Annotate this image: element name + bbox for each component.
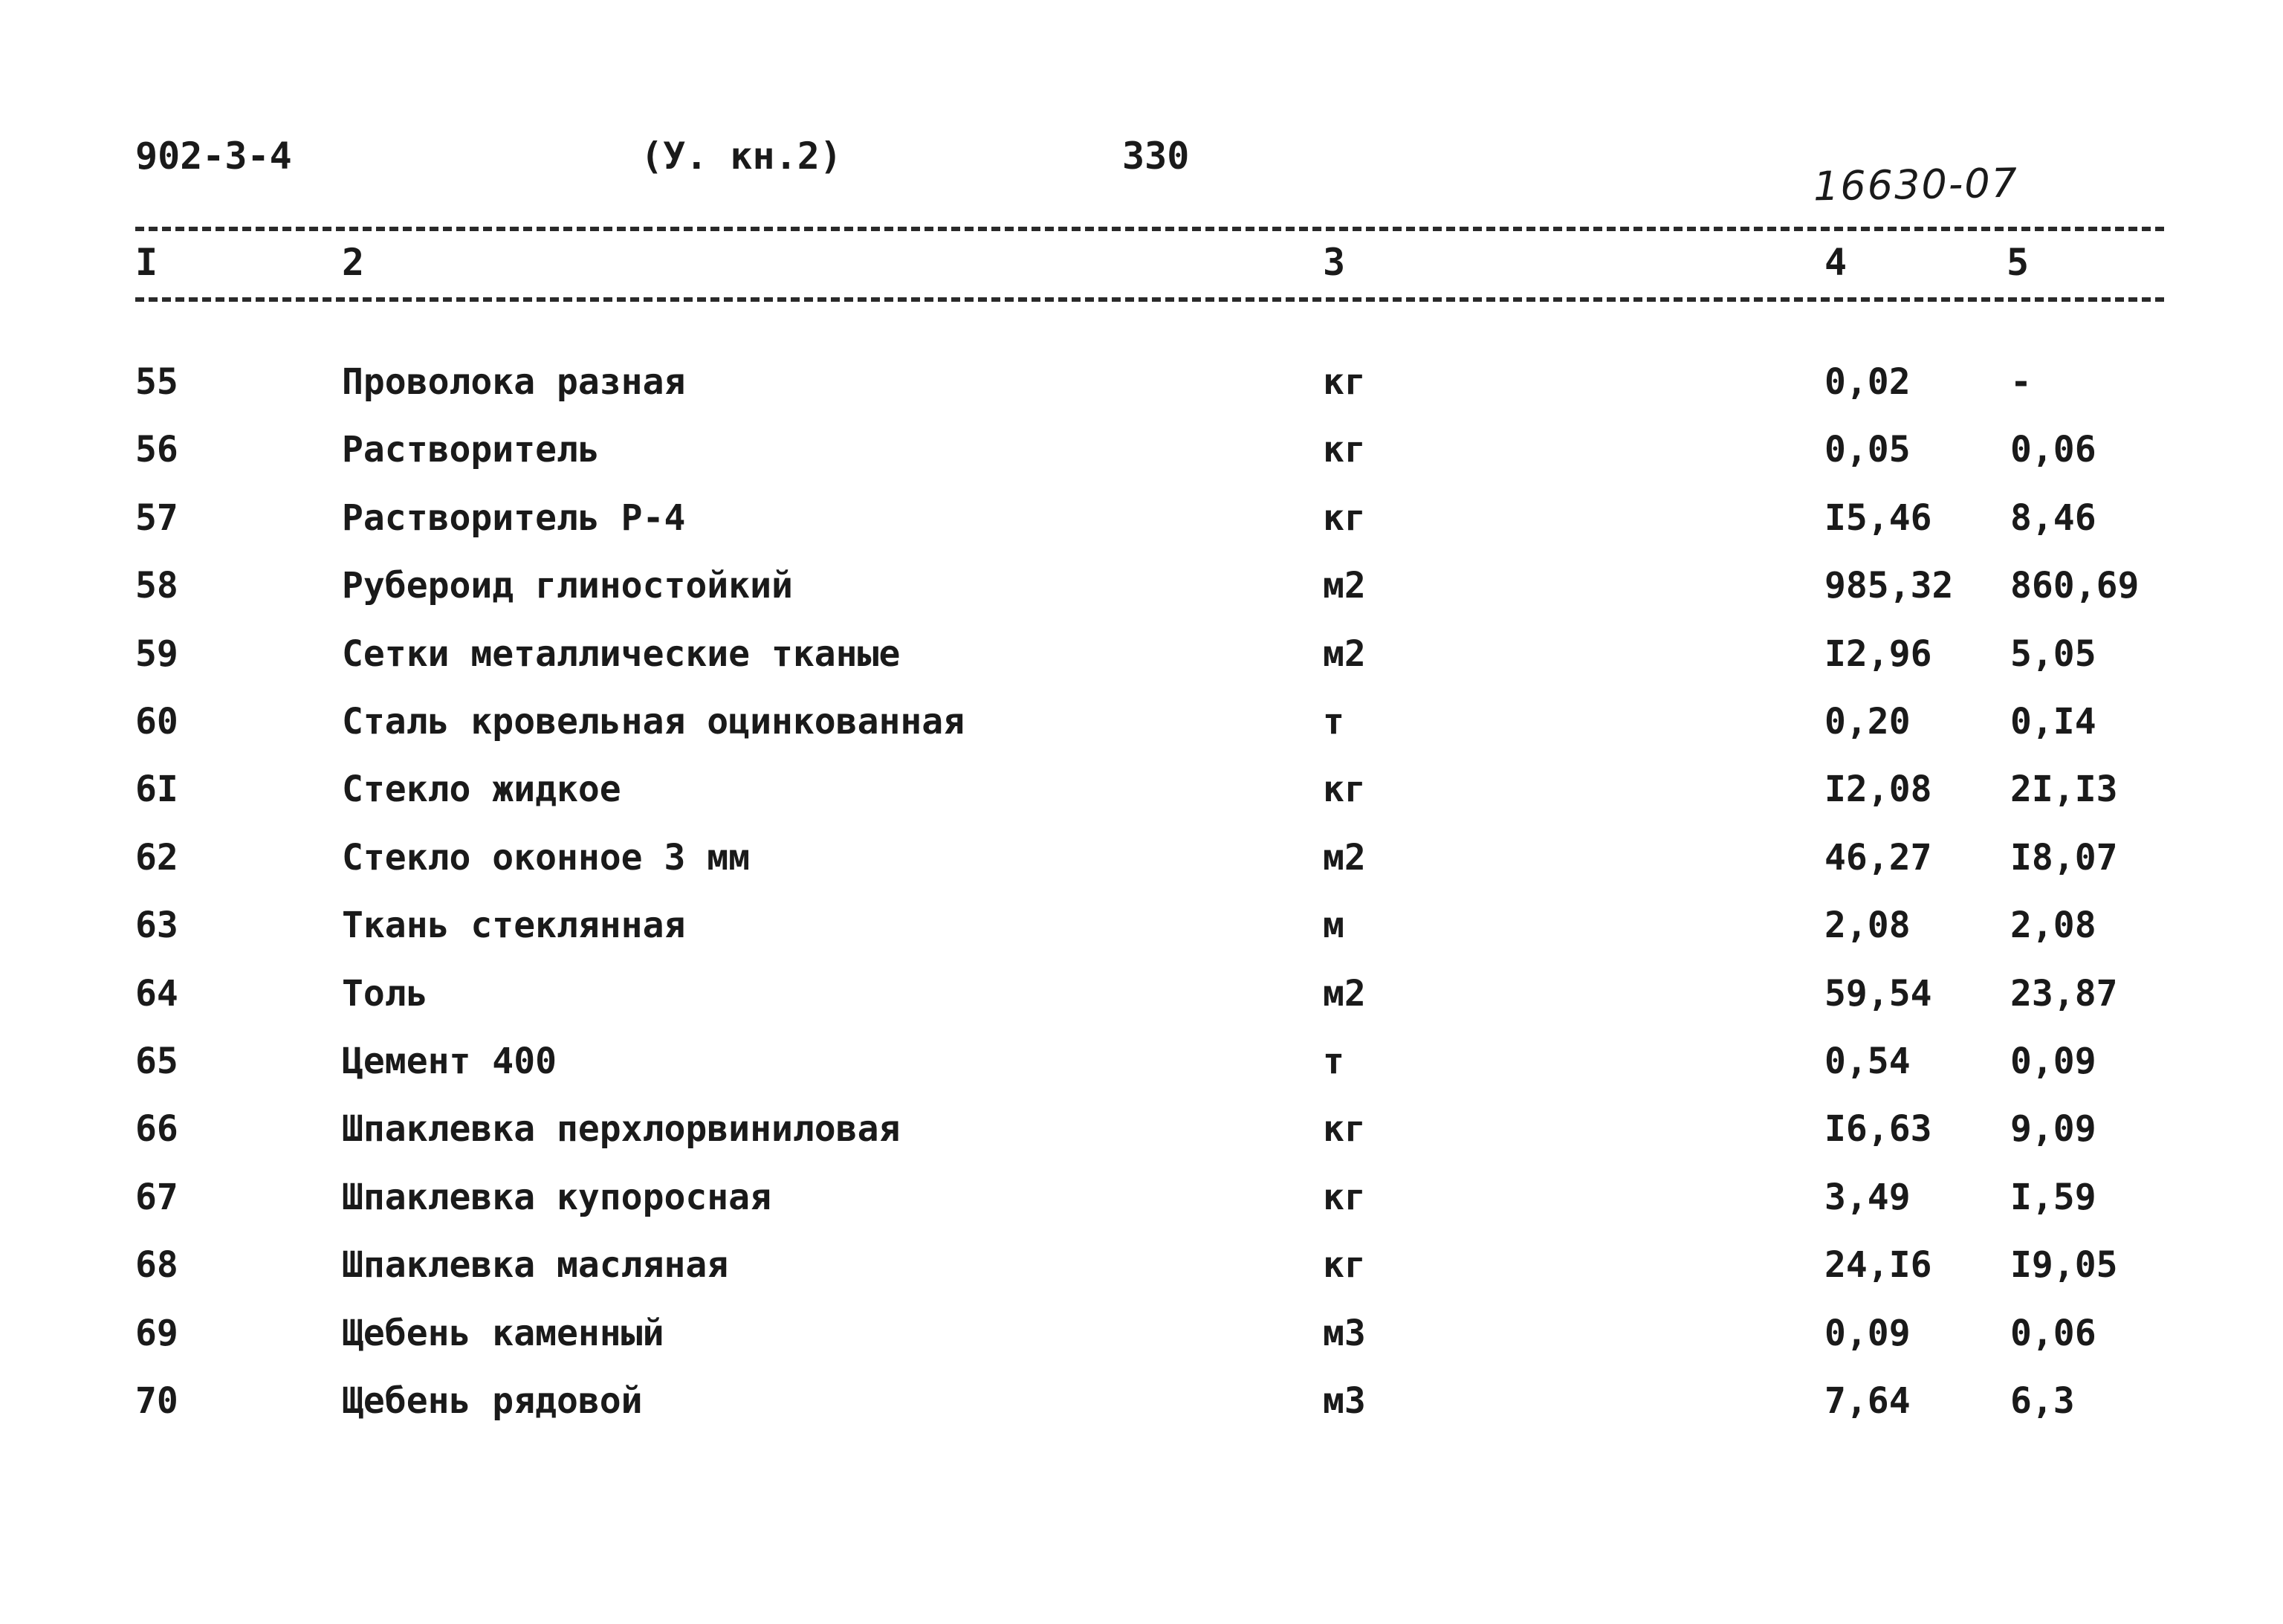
unit: кг — [1323, 429, 1366, 470]
unit: кг — [1323, 1177, 1366, 1218]
quantity-col5: 23,87 — [2010, 973, 2118, 1015]
table-row — [0, 771, 2283, 831]
header-rule-bottom — [135, 297, 2164, 302]
unit: м2 — [1323, 837, 1366, 879]
header-rule-top — [135, 227, 2164, 231]
material-name: Шпаклевка перхлорвиниловая — [342, 1108, 901, 1150]
table-row — [0, 1380, 2283, 1443]
volume-label: (У. кн.2) — [641, 135, 842, 178]
column-header-4: 4 — [1824, 241, 1848, 284]
unit: м2 — [1323, 633, 1366, 675]
quantity-col4: I6,63 — [1824, 1108, 1932, 1150]
unit: кг — [1323, 497, 1366, 539]
column-header-3: 3 — [1323, 241, 1346, 284]
quantity-col5: 6,3 — [2010, 1380, 2075, 1422]
quantity-col5: I9,05 — [2010, 1244, 2118, 1286]
material-name: Щебень каменный — [342, 1313, 664, 1354]
column-header-5: 5 — [2007, 241, 2030, 284]
table-row — [0, 361, 2283, 424]
quantity-col4: 0,02 — [1824, 361, 1911, 403]
quantity-col5: - — [2010, 361, 2032, 403]
table-row — [0, 429, 2283, 491]
unit: т — [1323, 1041, 1344, 1082]
unit: м3 — [1323, 1380, 1366, 1422]
unit: кг — [1323, 1244, 1366, 1286]
quantity-col4: I2,08 — [1824, 769, 1932, 810]
quantity-col5: 2,08 — [2010, 905, 2096, 946]
material-name: Шпаклевка купоросная — [342, 1177, 771, 1218]
quantity-col4: 7,64 — [1824, 1380, 1911, 1422]
quantity-col4: 59,54 — [1824, 973, 1932, 1015]
table-row — [0, 497, 2283, 560]
table-row — [0, 1244, 2283, 1307]
row-number: 59 — [135, 633, 178, 675]
material-name: Шпаклевка масляная — [342, 1244, 729, 1286]
row-number: 66 — [135, 1108, 178, 1150]
unit: м2 — [1323, 973, 1366, 1015]
quantity-col5: 2I,I3 — [2010, 769, 2118, 810]
table-row — [0, 905, 2283, 967]
quantity-col5: I,59 — [2010, 1177, 2096, 1218]
unit: т — [1323, 701, 1344, 743]
row-number: 58 — [135, 565, 178, 606]
table-row — [0, 633, 2283, 696]
quantity-col5: 9,09 — [2010, 1108, 2096, 1150]
quantity-col4: 24,I6 — [1824, 1244, 1932, 1286]
quantity-col4: 0,54 — [1824, 1041, 1911, 1082]
table-row — [0, 1108, 2283, 1171]
quantity-col5: 5,05 — [2010, 633, 2096, 675]
row-number: 63 — [135, 905, 178, 946]
quantity-col4: I5,46 — [1824, 497, 1932, 539]
material-name: Растворитель — [342, 429, 600, 470]
table-row — [0, 1313, 2283, 1375]
quantity-col5: 0,06 — [2010, 429, 2096, 470]
table-row — [0, 973, 2283, 1035]
quantity-col5: 0,I4 — [2010, 701, 2096, 743]
material-name: Рубероид глиностойкий — [342, 565, 793, 606]
unit: м3 — [1323, 1313, 1366, 1354]
material-name: Толь — [342, 973, 428, 1015]
unit: м — [1323, 905, 1344, 946]
row-number: 62 — [135, 837, 178, 879]
row-number: 64 — [135, 973, 178, 1015]
row-number: 67 — [135, 1177, 178, 1218]
table-row — [0, 837, 2283, 899]
quantity-col4: 985,32 — [1824, 565, 1954, 606]
quantity-col4: 3,49 — [1824, 1177, 1911, 1218]
quantity-col5: 0,06 — [2010, 1313, 2096, 1354]
material-name: Ткань стеклянная — [342, 905, 686, 946]
table-row — [0, 701, 2283, 763]
quantity-col5: 860,69 — [2010, 565, 2140, 606]
row-number: 69 — [135, 1313, 178, 1354]
quantity-col4: 46,27 — [1824, 837, 1932, 879]
page-number: 330 — [1122, 135, 1190, 178]
document-code: 902-3-4 — [135, 135, 292, 178]
unit: м2 — [1323, 565, 1366, 606]
column-header-1: I — [135, 241, 158, 284]
material-name: Проволока разная — [342, 361, 686, 403]
material-name: Сталь кровельная оцинкованная — [342, 701, 965, 743]
row-number: 65 — [135, 1041, 178, 1082]
row-number: 57 — [135, 497, 178, 539]
row-number: 6I — [135, 769, 178, 810]
row-number: 55 — [135, 361, 178, 403]
unit: кг — [1323, 769, 1366, 810]
material-name: Сетки металлические тканые — [342, 633, 901, 675]
material-name: Стекло оконное 3 мм — [342, 837, 751, 879]
quantity-col4: 0,09 — [1824, 1313, 1911, 1354]
row-number: 56 — [135, 429, 178, 470]
material-name: Цемент 400 — [342, 1041, 557, 1082]
row-number: 70 — [135, 1380, 178, 1422]
quantity-col4: I2,96 — [1824, 633, 1932, 675]
material-name: Щебень рядовой — [342, 1380, 643, 1422]
quantity-col5: I8,07 — [2010, 837, 2118, 879]
table-row — [0, 1041, 2283, 1103]
quantity-col4: 0,20 — [1824, 701, 1911, 743]
quantity-col5: 8,46 — [2010, 497, 2096, 539]
quantity-col5: 0,09 — [2010, 1041, 2096, 1082]
row-number: 60 — [135, 701, 178, 743]
row-number: 68 — [135, 1244, 178, 1286]
handwritten-number: 16630-07 — [1813, 159, 2019, 210]
column-header-2: 2 — [342, 241, 365, 284]
material-name: Стекло жидкое — [342, 769, 621, 810]
quantity-col4: 0,05 — [1824, 429, 1911, 470]
unit: кг — [1323, 361, 1366, 403]
unit: кг — [1323, 1108, 1366, 1150]
table-row — [0, 1177, 2283, 1239]
quantity-col4: 2,08 — [1824, 905, 1911, 946]
material-name: Растворитель Р-4 — [342, 497, 686, 539]
table-row — [0, 565, 2283, 627]
